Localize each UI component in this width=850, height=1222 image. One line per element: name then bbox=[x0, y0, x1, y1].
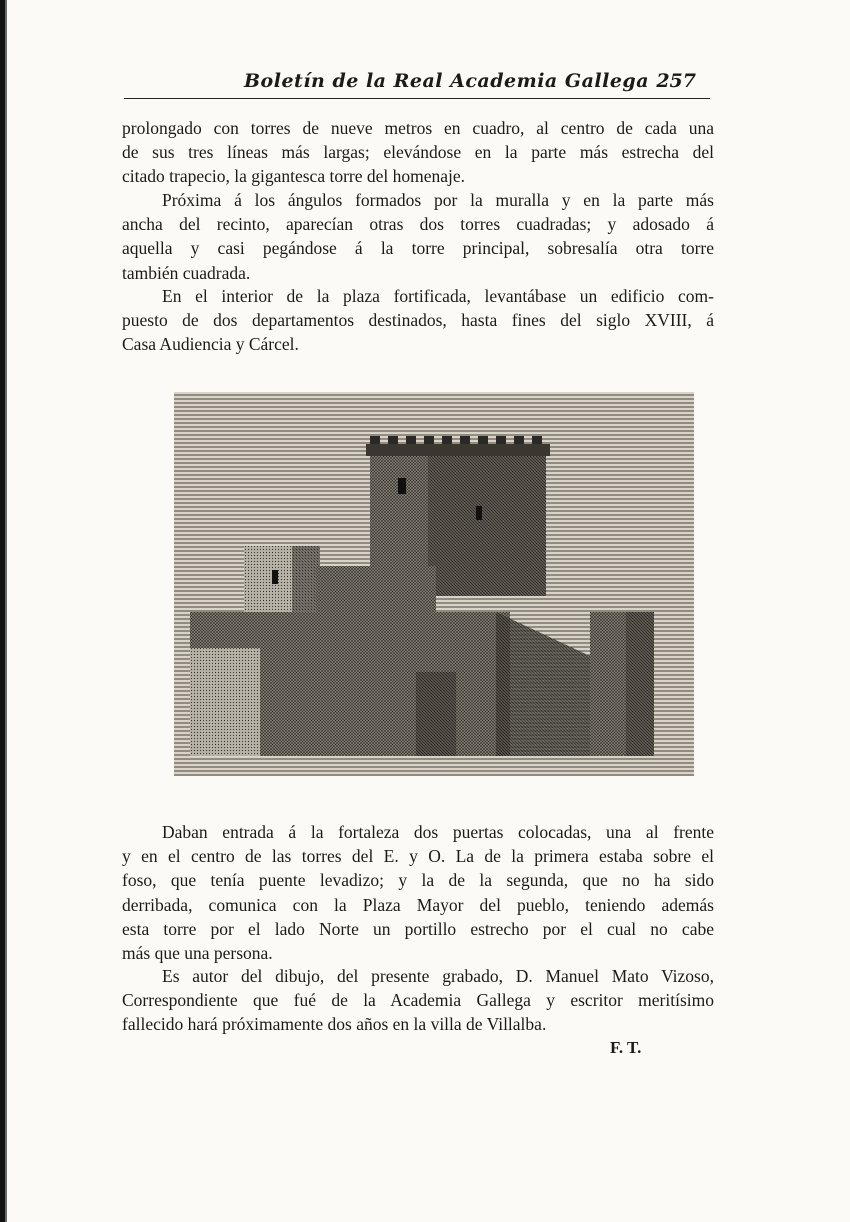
text-line: ancha del recinto, aparecían otras dos torres cuadradas; y adosado á bbox=[122, 214, 714, 235]
paragraph-1 bbox=[122, 116, 714, 189]
text-line: En el interior de la plaza fortificada, levantábase un edificio com- bbox=[162, 286, 714, 306]
text-line: derribada, comunica con la Plaza Mayor del pueblo, teniendo además bbox=[122, 894, 714, 915]
author-signature: F. T. bbox=[610, 1038, 642, 1057]
text-line: Es autor del dibujo, del presente grabado, D. Manuel Mato Vizoso, bbox=[162, 966, 714, 986]
running-header bbox=[124, 64, 710, 99]
text-line: Daban entrada á la fortaleza dos puertas colocadas, una al frente bbox=[162, 822, 714, 842]
text-line: foso, que tenía puente levadizo; y la de la segunda, que no ha sido bbox=[122, 870, 714, 891]
text-line: fallecido hará próximamente dos años en la villa de Villalba. bbox=[122, 1014, 547, 1035]
text-line: de sus tres líneas más largas; elevándose en la parte más estrecha del bbox=[122, 142, 714, 163]
paragraph-4 bbox=[122, 820, 714, 965]
text-line: Próxima á los ángulos formados por la muralla y en la parte más bbox=[162, 190, 714, 210]
paragraph-2 bbox=[122, 188, 714, 285]
text-line: citado trapecio, la gigantesca torre del homenaje. bbox=[122, 166, 466, 187]
text-line: más que una persona. bbox=[122, 943, 273, 964]
text-line: también cuadrada. bbox=[122, 262, 251, 283]
paragraph-5 bbox=[122, 964, 714, 1037]
paragraph-3 bbox=[122, 284, 714, 357]
text-line: prolongado con torres de nueve metros en cuadro, al centro de cada una bbox=[122, 118, 714, 138]
text-line: puesto de dos departamentos destinados, hasta fines del siglo XVIII, á bbox=[122, 310, 714, 331]
page-number: 257 bbox=[656, 70, 696, 92]
journal-title: Boletín de la Real Academia Gallega bbox=[244, 70, 650, 92]
text-line: aquella y casi pegándose á la torre principal, sobresalía otra torre bbox=[122, 238, 714, 259]
text-line: Correspondiente que fué de la Academia Gallega y escritor meritísimo bbox=[122, 990, 714, 1011]
text-line: Casa Audiencia y Cárcel. bbox=[122, 334, 299, 355]
text-line: esta torre por el lado Norte un portillo estrecho por el cual no cabe bbox=[122, 918, 714, 939]
castle-engraving-illustration bbox=[166, 386, 710, 782]
text-line: y en el centro de las torres del E. y O. La de la primera estaba sobre el bbox=[122, 846, 714, 867]
page-binding-edge bbox=[0, 0, 9, 1222]
